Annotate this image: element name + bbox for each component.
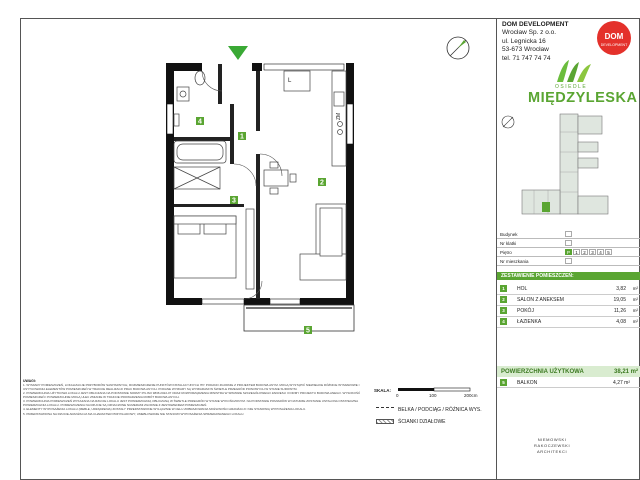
- brand-subtitle: OSIEDLE: [555, 84, 588, 90]
- rooms-title: ZESTAWIENIE POMIESZCZEŃ:: [497, 272, 640, 280]
- room-row-unit: m²: [632, 297, 638, 302]
- flat-row: [497, 257, 640, 266]
- fridge-tag: L: [288, 78, 292, 84]
- room-row-area: 4,08: [616, 319, 626, 325]
- dom-logo: [597, 21, 631, 55]
- room-row-unit: m²: [632, 308, 638, 313]
- entrance-arrow-icon: [228, 46, 248, 60]
- room-number: 2: [320, 179, 324, 187]
- architect-line: NIEMOWSKI: [537, 437, 567, 442]
- room-row-name: HOL: [517, 286, 528, 292]
- flat-value-cell: [565, 258, 572, 265]
- flat-label: Nr mieszkania: [500, 258, 529, 264]
- legend-swatch-dashed: [376, 407, 394, 412]
- room-row-unit: m²: [632, 286, 638, 291]
- company-legal: Wrocław Sp. z o.o.: [502, 29, 557, 37]
- legend-label: BELKA / PODCIĄG / RÓŻNICA WYS.: [398, 407, 482, 413]
- balcony-name: BALKON: [517, 379, 538, 386]
- floor-option: 2: [581, 249, 588, 256]
- floor-plan: [160, 44, 370, 334]
- notes: [23, 384, 368, 417]
- north-arrow-small-icon: [500, 114, 516, 130]
- dom-logo-text: DOM: [604, 32, 624, 41]
- floor-option: 5: [605, 249, 612, 256]
- bed: [174, 216, 236, 278]
- scale-tick: 100: [429, 393, 437, 398]
- sofa: [300, 204, 346, 280]
- room-number: 1: [240, 133, 244, 141]
- building-row: [497, 230, 640, 239]
- note-line: 5. PRZEDSTAWIONA NA RZUCIE ARANŻACJA MA CHARAKTER PRZYKŁADOWY, UMEBLOWANIE NIE STANOWI WYPOSAŻENIA SPRZEDAWANEGO LOKALU.: [23, 411, 245, 416]
- legend-swatch-hatched: [376, 419, 394, 424]
- architect-logo: [534, 437, 570, 455]
- floor-option: 4: [597, 249, 604, 256]
- legend-label: ŚCIANKI DZIAŁOWE: [398, 419, 446, 425]
- floor-option: P: [566, 249, 570, 255]
- brand-name: MIĘDZYLESKA: [528, 90, 638, 106]
- floor-option: 3: [589, 249, 596, 256]
- apartment-info-table: [497, 230, 640, 266]
- room-row-name: SALON Z ANEKSEM: [517, 297, 564, 303]
- room-row-number: 2: [500, 296, 507, 303]
- north-arrow-icon: [444, 34, 472, 62]
- floor-row: [497, 248, 640, 257]
- building-label: Budynek: [500, 231, 518, 237]
- brand-leaf-icon: [555, 58, 595, 84]
- floor-label: Piętro: [500, 249, 512, 255]
- stair-value-cell: [565, 240, 572, 247]
- room-number: 5: [306, 327, 310, 334]
- usable-area-value: 38,21 m²: [613, 368, 638, 375]
- note-line: 2. POWIERZCHNIA UŻYTKOWA LOKALU JEST OBLICZANA NA PODSTAWIE NORMY PN-ISO 9836:2022-07 ORAZ ROZPORZĄDZENIA MINISTRA W SPRAWIE SZCZEGÓŁOWEGO ZAKRESU I FORMY PROJEKTU BUDOWLANEGO. WYSOKOŚĆ POMIESZCZEŃ I POWIERZCHNIE MOGĄ ULEC ZMIANIE W TRAKCIE PROWADZENIA ROBÓT BUDOWLANYCH.: [23, 391, 361, 399]
- usable-area-label: POWIERZCHNIA UŻYTKOWA: [501, 368, 584, 375]
- room-row-area: 19,05: [613, 297, 626, 303]
- room-number: 4: [198, 118, 202, 126]
- note-line: 1. WYMIARY POMIESZCZEŃ, LOKALIZACJE PRZYBORÓW SANITARNYCH, ROZMIESZCZENIE PUNKTÓW INSTALACYJNYCH ITP. PODANO ZGODNIE Z PROJEKTEM BUDOWLANYM. MOGĄ WYSTĄPIĆ NIEWIELKIE RÓŻNICE WYMIAROWE I USYTUOWANIA ELEMENTÓW POMIESZCZEŃ W TRAKCIE REALIZACJI PRAC BUDOWLANYCH. PODANE WYMIARY SĄ WYMIARAMI W ŚWIETLE PRZEGRÓD PIONOWYCH W STANIE SUROWYM.: [23, 383, 360, 391]
- stair-label: Nr klatki: [500, 240, 517, 246]
- building-value-cell: [565, 231, 572, 238]
- room-number: 3: [232, 197, 236, 205]
- company-name: DOM DEVELOPMENT: [502, 21, 569, 28]
- company-street: ul. Legnicka 16: [502, 37, 546, 45]
- room-row-area: 3,82: [616, 286, 626, 292]
- room-row-unit: m²: [632, 319, 638, 324]
- room-row-name: ŁAZIENKA: [517, 319, 542, 325]
- room-row-number: 1: [500, 285, 507, 292]
- room-row-number: 3: [500, 307, 507, 314]
- room-row-name: POKÓJ: [517, 308, 534, 314]
- scale-tick: 200cm: [464, 393, 478, 398]
- dom-logo-sub: DEVELOPMENT: [600, 43, 628, 47]
- company-info: [502, 21, 568, 63]
- balcony-area: 4,27 m²: [613, 379, 630, 386]
- balcony: [244, 305, 354, 331]
- notes-title: UWAGI:: [23, 379, 37, 383]
- building-minimap: [520, 112, 630, 220]
- company-city: 53-673 Wrocław: [502, 46, 549, 54]
- architect-line: RAKOCZEWSKI: [534, 443, 571, 448]
- floor-option: 1: [573, 249, 580, 256]
- stair-row: [497, 239, 640, 248]
- note-line: 4. ELEMENTY WYPOSAŻENIA LOKALU (MEBLE, URZĄDZENIA) ZOSTAŁY PRZEDSTAWIONE WYŁĄCZNIE W CELU ZOBRAZOWANIA MOŻLIWOŚCI ARANŻACJI I NIE STANOWIĄ WYPOSAŻENIA LOKALU.: [23, 407, 307, 412]
- scale-label: SKALA:: [374, 388, 391, 393]
- balcony-number: 5: [500, 379, 507, 386]
- company-phone: tel. 71 747 74 74: [502, 54, 551, 62]
- kitchen-tag: ZM: [336, 112, 342, 120]
- room-row-number: 4: [500, 318, 507, 325]
- scale-bar: [396, 386, 486, 400]
- room-row: [497, 316, 640, 328]
- note-line: 3. POWIERZCHNIA POMIESZCZEŃ WYKAZANA NA RZUCIE LOKALU JEST POWIERZCHNIĄ OBLICZANĄ W ŚWIETLE PRZEGRÓD W STANIE WYKOŃCZONYM. NA PODSTAWIE POMIARÓW W NATURZE ZOSTANIE USTALONA OSTATECZNA POWIERZCHNIA LOKALU. POMIESZCZENIA NA RZUCIE SĄ OZNACZONE NUMERAMI ZGODNIE Z ZESTAWIENIEM POMIESZCZEŃ.: [23, 399, 358, 407]
- architect-line: ARCHITEKCI: [536, 449, 568, 454]
- scale-tick: 0: [396, 393, 399, 398]
- usable-area: [497, 366, 640, 377]
- balcony-row: [497, 377, 640, 388]
- room-row-area: 11,26: [613, 308, 626, 314]
